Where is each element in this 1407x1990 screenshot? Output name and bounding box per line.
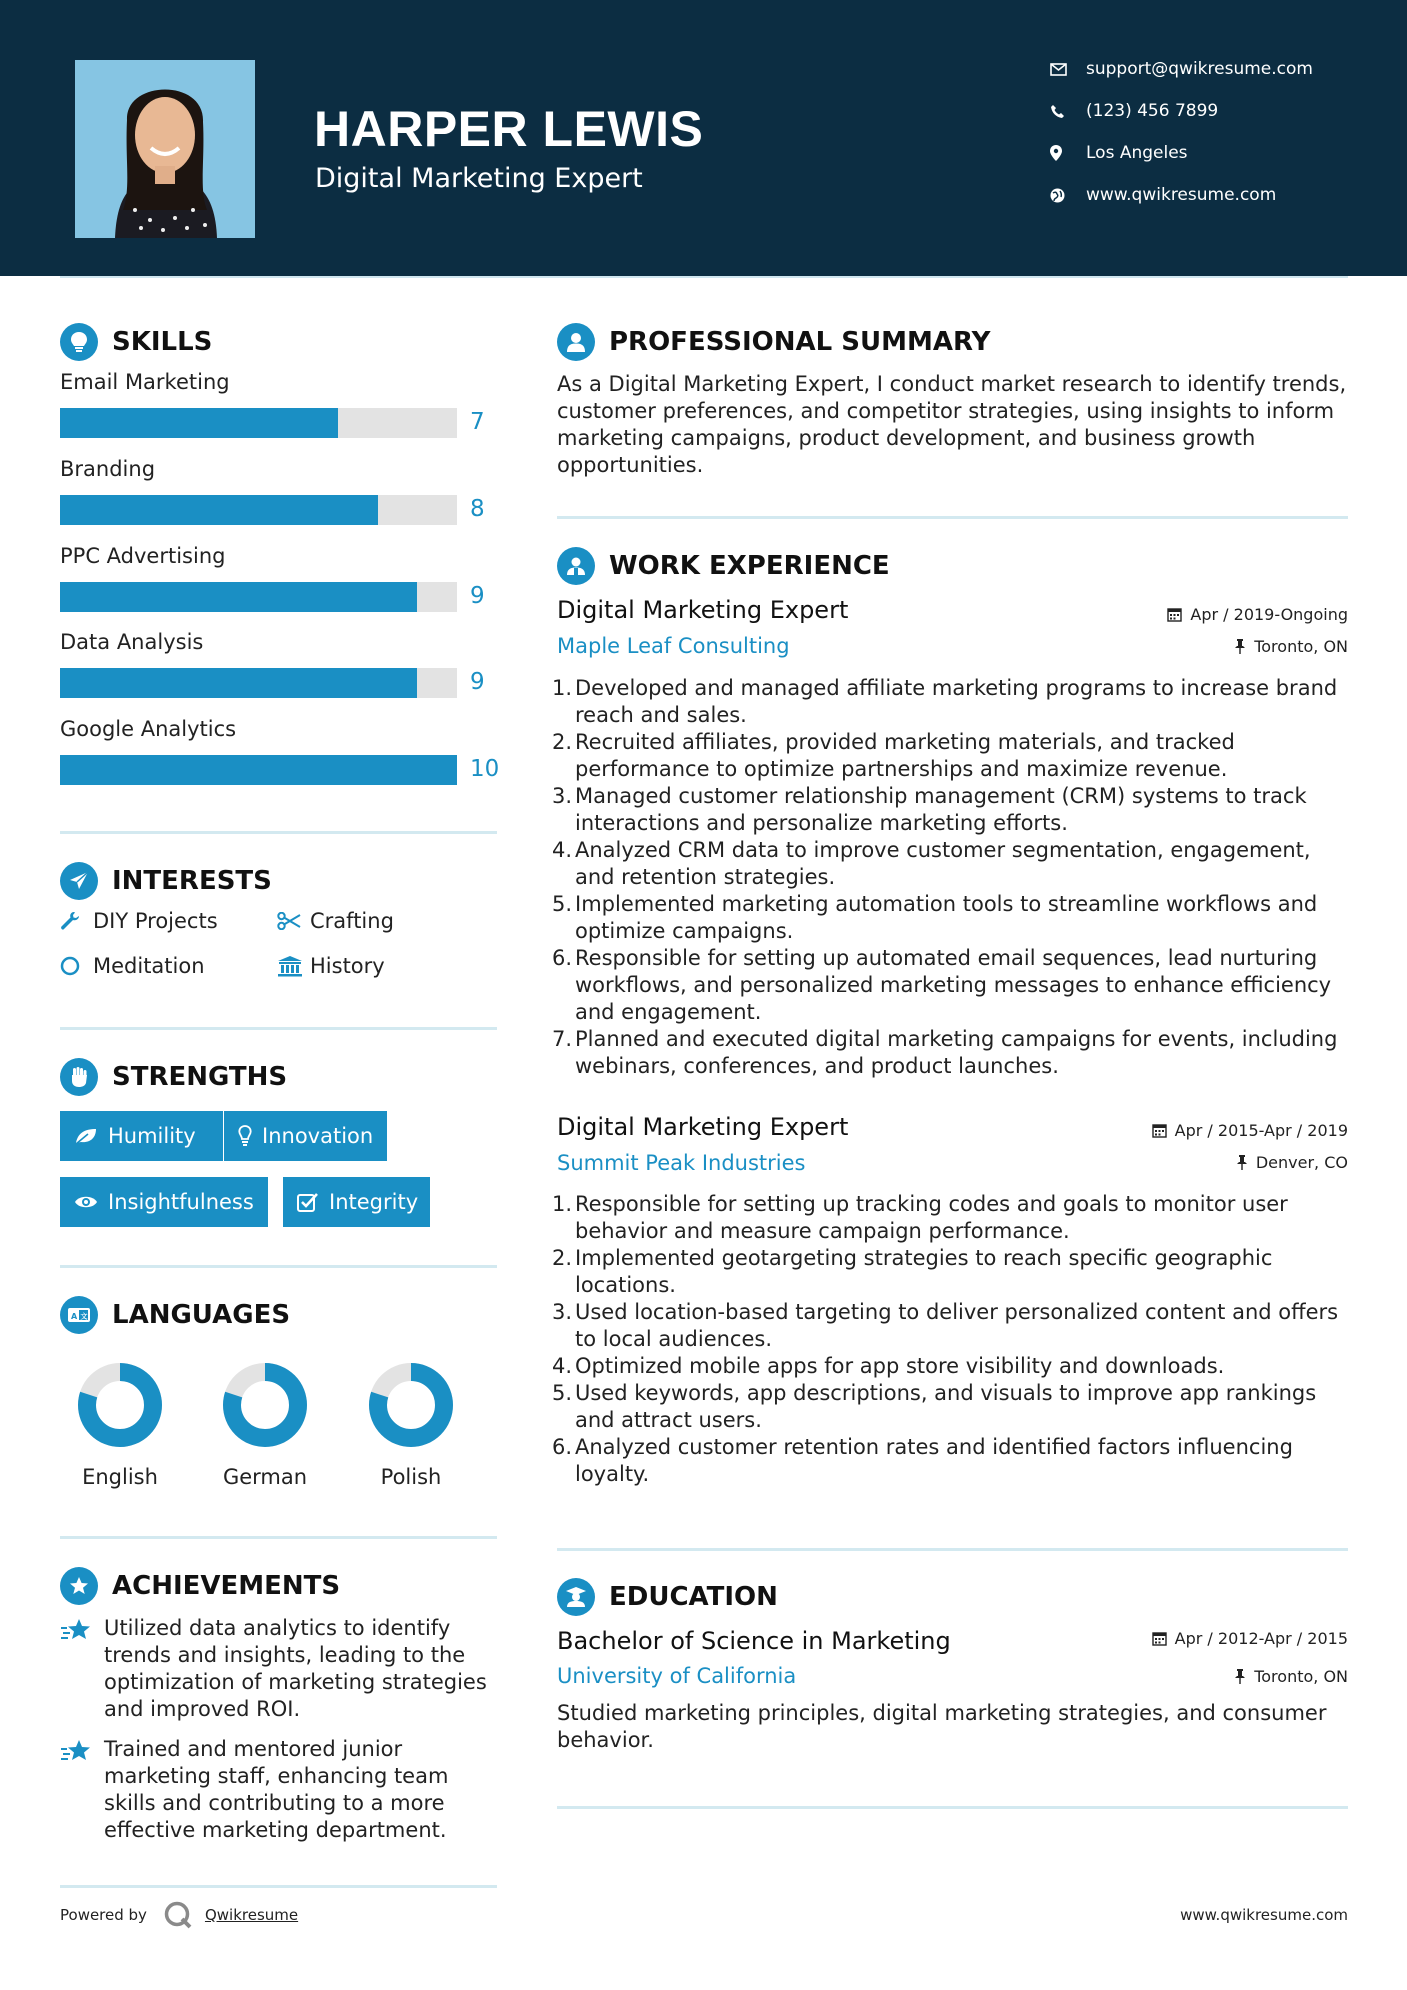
skill-value: 9	[470, 669, 485, 695]
list-item: 3. Managed customer relationship management (CRM) systems to track interactions and personalize marketing efforts.	[551, 784, 1307, 835]
contact-website[interactable]: www.qwikresume.com	[1050, 183, 1370, 207]
interest-item: DIY Projects	[60, 909, 218, 933]
interests-heading: INTERESTS	[60, 862, 272, 900]
language-label: English	[82, 1465, 158, 1489]
strength-tag: Innovation	[224, 1111, 387, 1161]
contact-location: Los Angeles	[1050, 141, 1370, 165]
contact-email[interactable]: support@qwikresume.com	[1050, 57, 1370, 81]
check-square-icon	[297, 1192, 319, 1212]
list-item: 4. Analyzed CRM data to improve customer segmentation, engagement, and retention strategies.	[551, 838, 1311, 889]
scissors-icon	[277, 912, 310, 930]
education-location: Toronto, ON	[1234, 1667, 1348, 1686]
skill-name: Data Analysis	[60, 630, 204, 654]
language-icon	[60, 1296, 98, 1334]
section-divider	[557, 1806, 1348, 1809]
profile-photo	[75, 60, 255, 238]
calendar-icon	[1152, 1123, 1167, 1138]
footer-url[interactable]: www.qwikresume.com	[1180, 1906, 1348, 1924]
language-donut	[77, 1362, 163, 1452]
language-label: Polish	[380, 1465, 442, 1489]
strength-tag: Humility	[60, 1111, 223, 1161]
list-item: 1. Responsible for setting up tracking codes and goals to monitor user behavior and measure campaign performance.	[551, 1192, 1288, 1243]
eye-icon	[74, 1194, 98, 1210]
skill-name: Branding	[60, 457, 156, 481]
section-divider	[60, 1265, 497, 1268]
lightbulb-icon	[238, 1125, 252, 1147]
calendar-icon	[1152, 1631, 1167, 1646]
skill-bar	[60, 582, 457, 612]
map-pin-icon	[1050, 145, 1086, 161]
candidate-name: HARPER LEWIS	[314, 101, 704, 157]
job-company: Summit Peak Industries	[557, 1151, 806, 1175]
star-badge-icon	[60, 1567, 98, 1605]
globe-icon	[1050, 188, 1086, 203]
job-title: Digital Marketing Expert	[557, 596, 849, 624]
education-date: Apr / 2012-Apr / 2015	[1152, 1629, 1348, 1648]
skill-value: 7	[470, 409, 485, 435]
list-item: 6. Responsible for setting up automated email sequences, lead nurturing workflows, and personalized marketing messages to enhance efficiency and engagement.	[551, 946, 1332, 1024]
shooting-star-icon	[60, 1615, 104, 1723]
job-bullets	[550, 675, 1350, 1080]
list-item: 6. Analyzed customer retention rates and identified factors influencing loyalty.	[551, 1435, 1293, 1486]
achievement-item: Trained and mentored junior marketing staff, enhancing team skills and contributing to a more effective marketing department.	[60, 1736, 500, 1844]
bank-icon	[277, 955, 310, 977]
contact-phone[interactable]: (123) 456 7899	[1050, 99, 1370, 123]
strength-tag: Insightfulness	[60, 1177, 268, 1227]
strengths-heading: STRENGTHS	[60, 1058, 287, 1096]
strength-tag: Integrity	[283, 1177, 430, 1227]
section-divider	[557, 1548, 1348, 1551]
list-item: 5. Implemented marketing automation tools to streamline workflows and optimize campaigns.	[551, 892, 1318, 943]
resume-header	[0, 0, 1407, 276]
job-location: Denver, CO	[1236, 1153, 1348, 1172]
pushpin-icon	[1236, 1155, 1248, 1170]
skill-name: PPC Advertising	[60, 544, 226, 568]
section-divider	[60, 831, 497, 834]
interest-item: History	[277, 954, 385, 978]
achievement-item: Utilized data analytics to identify trends and insights, leading to the optimization of marketing strategies and improved ROI.	[60, 1615, 500, 1723]
summary-heading: PROFESSIONAL SUMMARY	[557, 323, 990, 361]
pushpin-icon	[1234, 639, 1246, 654]
qwikresume-logo-icon	[163, 1900, 193, 1930]
job-company: Maple Leaf Consulting	[557, 634, 790, 658]
job-bullets	[550, 1191, 1350, 1488]
calendar-icon	[1167, 607, 1182, 622]
education-text: Studied marketing principles, digital marketing strategies, and consumer behavior.	[557, 1701, 1327, 1752]
section-divider	[60, 1027, 497, 1030]
svg-text:A: A	[71, 1312, 78, 1321]
school-name: University of California	[557, 1664, 797, 1688]
section-divider	[60, 1885, 497, 1888]
education-heading: EDUCATION	[557, 1578, 778, 1616]
list-item: 2. Implemented geotargeting strategies to reach specific geographic locations.	[551, 1246, 1273, 1297]
phone-icon	[1050, 104, 1086, 119]
section-divider	[60, 1536, 497, 1539]
job-date: Apr / 2015-Apr / 2019	[1152, 1121, 1348, 1140]
language-label: German	[222, 1465, 308, 1489]
interest-item: Crafting	[277, 909, 394, 933]
list-item: 1. Developed and managed affiliate marketing programs to increase brand reach and sales.	[551, 676, 1338, 727]
leaf-icon	[74, 1127, 98, 1145]
list-item: 3. Used location-based targeting to deliver personalized content and offers to local audiences.	[551, 1300, 1339, 1351]
list-item: 2. Recruited affiliates, provided marketing materials, and tracked performance to optimize partnerships and maximize revenue.	[551, 730, 1235, 781]
job-location: Toronto, ON	[1234, 637, 1348, 656]
powered-by: Powered by Qwikresume	[60, 1900, 298, 1930]
achievements-heading: ACHIEVEMENTS	[60, 1567, 340, 1605]
list-item: 4. Optimized mobile apps for app store visibility and downloads.	[551, 1354, 1225, 1378]
degree-title: Bachelor of Science in Marketing	[557, 1627, 951, 1655]
list-item: 7. Planned and executed digital marketing campaigns for events, including webinars, conferences, and product launches.	[551, 1027, 1338, 1078]
skill-bar	[60, 668, 457, 698]
language-donut	[222, 1362, 308, 1452]
skill-value: 10	[470, 756, 500, 782]
skill-name: Email Marketing	[60, 370, 230, 394]
envelope-icon	[1050, 63, 1086, 76]
languages-heading: A 文 LANGUAGES	[60, 1296, 290, 1334]
skill-bar	[60, 495, 457, 525]
fist-icon	[60, 1058, 98, 1096]
job-title: Digital Marketing Expert	[557, 1113, 849, 1141]
graduate-icon	[557, 1578, 595, 1616]
svg-text:文: 文	[80, 1312, 88, 1321]
skills-heading: SKILLS	[60, 323, 212, 361]
skill-bar	[60, 755, 457, 785]
qwikresume-link[interactable]: Qwikresume	[204, 1906, 299, 1924]
skill-bar	[60, 408, 457, 438]
list-item: 5. Used keywords, app descriptions, and visuals to improve app rankings and attract users.	[551, 1381, 1317, 1432]
paper-plane-icon	[60, 862, 98, 900]
summary-text: As a Digital Marketing Expert, I conduct market research to identify trends, customer preferences, and competitor strategies, using insights to inform marketing campaigns, product development, and business growth opportunities.	[557, 372, 1347, 477]
skill-value: 9	[470, 583, 485, 609]
circle-icon	[60, 956, 93, 976]
skill-value: 8	[470, 496, 485, 522]
pushpin-icon	[1234, 1669, 1246, 1684]
section-divider	[557, 516, 1348, 519]
lightbulb-icon	[60, 323, 98, 361]
shooting-star-icon	[60, 1736, 104, 1844]
user-icon	[557, 323, 595, 361]
work-heading: WORK EXPERIENCE	[557, 547, 890, 585]
candidate-role: Digital Marketing Expert	[315, 163, 643, 194]
wrench-icon	[60, 911, 93, 931]
briefcase-icon	[557, 547, 595, 585]
interest-item: Meditation	[60, 954, 205, 978]
header-divider	[60, 276, 1348, 278]
job-date: Apr / 2019-Ongoing	[1167, 605, 1348, 624]
skill-name: Google Analytics	[60, 717, 237, 741]
language-donut	[368, 1362, 454, 1452]
